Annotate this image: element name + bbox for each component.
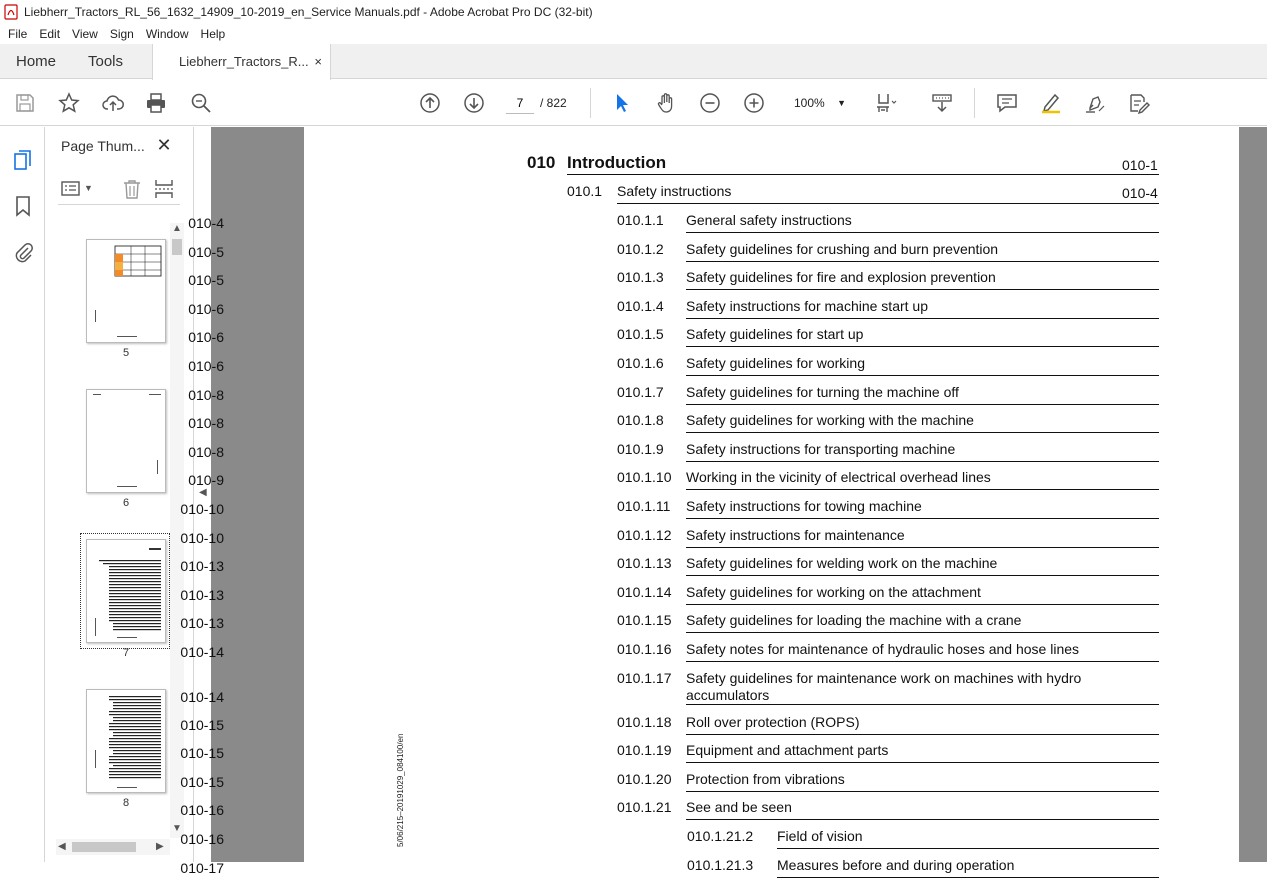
sign-pen-icon[interactable] [1083,91,1107,115]
toc-entry-number: 010.1.6 [617,355,664,371]
thumbnail-label: 5 [122,347,130,359]
toc-entry-title: See and be seen [686,799,792,816]
toc-entry-title: Safety notes for maintenance of hydraulic hoses and hose lines [686,641,1080,657]
toc-entry-number: 010.1.3 [617,269,664,286]
toc-entry-page: 010-15 [180,716,224,733]
tab-tools[interactable]: Tools [88,53,124,70]
toc-entry-title: Safety guidelines for maintenance work on machines with hydro [686,669,1082,686]
toc-rule [686,734,1159,735]
toc-rule [777,877,1159,878]
toc-rule [686,661,1159,662]
hand-tool-icon[interactable] [654,91,678,115]
scroll-left-icon[interactable]: ◀ [58,841,66,852]
toc-rule [686,318,1159,319]
thumbnail-list [46,231,170,831]
scroll-up-icon[interactable]: ▲ [172,223,182,234]
toc-rule [567,174,1159,175]
thumbnail-preview [87,690,167,794]
zoom-value: 100% [794,96,825,110]
toc-entry-page: 010-6 [188,329,224,346]
toc-entry-title: Safety guidelines for crushing and burn prevention [686,240,999,257]
toc-rule [686,791,1159,792]
previous-page-icon[interactable] [418,91,442,115]
toc-entry-number: 010.1.20 [617,770,672,787]
toc-rule [686,547,1159,548]
scroll-mode-icon[interactable] [930,91,954,115]
toc-entry-title: Protection from vibrations [686,770,845,787]
toc-rule [686,461,1159,462]
toc-rule [686,346,1159,347]
toolbar [0,80,1267,126]
toc-entry-title: General safety instructions [686,212,852,228]
toc-entry-page: 010-5 [188,272,224,289]
toc-rule [686,762,1159,763]
thumbnail-options-icon[interactable] [60,177,84,201]
toc-entry-number: 010.1.1 [617,212,664,228]
thumbnail-page-8[interactable] [86,689,166,793]
page-fit-icon[interactable] [874,91,898,115]
toc-chapter-page: 010-1 [1122,157,1158,173]
thumbnail-preview [87,240,167,344]
toc-rule [617,203,1159,204]
toc-entry-title: Safety instructions for towing machine [686,498,922,514]
toc-rule [686,518,1159,519]
toc-entry-title: Safety guidelines for fire and explosion prevention [686,269,996,286]
toc-rule [686,232,1159,233]
toc-entry-page: 010-6 [188,300,224,317]
toc-subentry-title: Measures before and during operation [777,856,1015,873]
panel-title: Page Thum... [61,138,145,154]
toc-rule [686,404,1159,405]
left-navigation-rail [0,127,45,862]
toc-entry-title: Safety guidelines for turning the machine off [686,383,959,400]
pdf-page [180,127,1239,876]
toc-entry-title: Working in the vicinity of electrical overhead lines [686,469,991,486]
page-total: / 822 [540,96,567,110]
menu-bar [0,24,1267,44]
title-bar [0,0,1267,24]
chevron-down-icon: ▼ [84,183,93,193]
toc-subentry-page: 010-16 [180,831,224,847]
toc-entry-page: 010-15 [180,745,224,762]
menu-help[interactable]: Help [200,27,226,41]
thumbnail-page-6[interactable] [86,389,166,493]
toc-entry-title: Safety guidelines for working [686,355,865,371]
menu-window[interactable]: Window [145,27,189,41]
toc-rule [686,375,1159,376]
toc-entry-number: 010.1.15 [617,612,672,629]
attachments-paperclip-icon[interactable] [10,239,36,265]
tab-close-icon[interactable]: × [314,54,322,69]
tab-document-label: Liebherr_Tractors_R... [179,54,309,69]
toc-rule [686,704,1159,705]
toc-entry-number: 010.1.8 [617,412,664,429]
toc-rule [686,261,1159,262]
toc-entry-title: Safety guidelines for working with the machine [686,412,974,429]
toc-rule [686,819,1159,820]
toc-rule [686,432,1159,433]
zoom-in-icon[interactable] [742,91,766,115]
thumbnail-preview [87,540,167,644]
toc-entry-title: Safety guidelines for start up [686,326,864,343]
toc-entry-number: 010.1.12 [617,526,672,543]
toc-entry-number: 010.1.16 [617,641,672,657]
toc-section-title: Safety instructions [617,183,732,199]
toc-entry-page: 010-14 [180,644,224,660]
toc-entry-number: 010.1.10 [617,469,672,486]
toc-entry-page: 010-16 [180,802,224,819]
document-side-label: 5/06/215–20191029_084100/en [396,733,405,847]
thumbnail-preview [87,390,167,494]
toc-rule [686,632,1159,633]
page-thumbnails-icon[interactable] [10,147,36,173]
document-viewer[interactable] [180,127,1267,876]
next-page-icon[interactable] [462,91,486,115]
page-thumbnails-panel [46,127,193,862]
tab-document[interactable] [152,44,331,80]
comment-icon[interactable] [995,91,1019,115]
toc-rule [777,848,1159,849]
toc-entry-number: 010.1.7 [617,383,664,400]
toc-entry-page: 010-13 [180,586,224,603]
tab-home[interactable]: Home [16,53,57,70]
toc-rule [686,489,1159,490]
toc-subentry-title: Field of vision [777,828,863,844]
acrobat-icon [4,5,18,19]
toc-entry-title: Safety guidelines for loading the machine with a crane [686,612,1022,629]
toc-entry-page: 010-15 [180,773,224,790]
bookmark-star-icon[interactable] [57,91,81,115]
toc-entry-number: 010.1.13 [617,555,672,572]
toc-entry-title: Safety instructions for transporting machine [686,440,956,457]
menu-sign[interactable]: Sign [109,27,134,41]
toc-rule [686,575,1159,576]
thumbnail-label: 8 [122,797,130,809]
toc-entry-title: Roll over protection (ROPS) [686,713,860,730]
select-cursor-icon[interactable] [610,91,634,115]
toc-subentry-number: 010.1.21.2 [687,828,754,844]
toc-entry-page: 010-13 [180,615,224,632]
toc-subentry-number: 010.1.21.3 [687,856,754,873]
toolbar-divider [590,88,591,118]
thumbnail-label: 6 [122,497,130,509]
tab-bar [0,44,1267,79]
toc-entry-title: Safety instructions for machine start up [686,297,928,314]
toc-rule [686,604,1159,605]
insert-page-icon[interactable] [152,177,176,201]
scroll-down-icon[interactable]: ▼ [172,823,182,834]
edit-pdf-icon[interactable] [1127,91,1151,115]
toc-entry-number: 010.1.4 [617,297,664,314]
menu-edit[interactable]: Edit [39,27,61,41]
toc-entry-title-continued: accumulators [686,686,770,703]
toc-entry-page: 010-10 [180,501,224,517]
menu-file[interactable]: File [8,27,28,41]
page-number-input[interactable] [506,92,534,114]
toc-entry-page: 010-8 [188,443,224,460]
toc-entry-number: 010.1.17 [617,669,672,686]
toc-entry-page: 010-10 [180,529,224,546]
menu-view[interactable]: View [72,27,98,41]
toc-entry-title: Equipment and attachment parts [686,742,889,759]
window-title: Liebherr_Tractors_RL_56_1632_14909_10-2019_en_Service Manuals.pdf - Adobe Acrobat Pro DC (32-bit) [24,5,593,19]
toc-section-page: 010-4 [1122,185,1158,201]
toc-entry-page: 010-6 [188,358,224,374]
toc-subentry-page: 010-17 [180,859,224,876]
toc-entry-page: 010-5 [188,243,224,260]
highlight-pen-icon[interactable] [1039,91,1063,115]
print-icon[interactable] [144,91,168,115]
scroll-right-icon[interactable]: ▶ [156,841,164,852]
toc-chapter-title: Introduction [567,153,667,172]
toc-entry-title: Safety instructions for maintenance [686,526,905,543]
zoom-search-icon[interactable] [189,91,213,115]
toc-entry-number: 010.1.2 [617,240,664,257]
scrollbar-thumb[interactable] [172,239,182,255]
horizontal-scrollbar[interactable] [56,839,170,855]
thumbnail-label: 7 [122,647,130,659]
toc-section-number: 010.1 [567,183,603,199]
toc-entry-number: 010.1.5 [617,326,664,343]
toolbar-divider [974,88,975,118]
scrollbar-thumb[interactable] [72,842,136,852]
toc-entry-number: 010.1.11 [617,498,671,514]
thumbnail-page-7[interactable] [86,539,166,643]
bookmarks-icon[interactable] [10,193,36,219]
zoom-out-icon[interactable] [698,91,722,115]
zoom-dropdown[interactable] [786,92,850,114]
delete-page-icon[interactable] [120,177,144,201]
toc-entry-number: 010.1.14 [617,583,672,600]
toc-entry-page: 010-9 [188,472,224,489]
toc-entry-number: 010.1.9 [617,440,664,457]
toc-entry-page: 010-8 [188,386,224,403]
thumbnail-tools [58,177,180,205]
toc-rule [686,289,1159,290]
close-icon[interactable]: ✕ [156,135,172,155]
toc-entry-page: 010-4 [188,215,224,231]
toc-entry-page: 010-13 [180,558,224,575]
toc-entry-page: 010-14 [180,688,224,705]
toc-entry-number: 010.1.19 [617,742,672,759]
toc-entry-title: Safety guidelines for working on the attachment [686,583,981,600]
collapse-panel-icon[interactable]: ◀ [199,487,207,498]
toc-entry-number: 010.1.18 [617,713,672,730]
upload-cloud-icon[interactable] [101,91,125,115]
toc-chapter-number: 010 [527,153,556,172]
toc-entry-title: Safety guidelines for welding work on the machine [686,555,998,572]
toc-entry-page: 010-8 [188,415,224,432]
save-icon[interactable] [13,91,37,115]
toc-entry-number: 010.1.21 [617,799,672,816]
chevron-down-icon: ▼ [837,98,846,108]
thumbnail-page-5[interactable] [86,239,166,343]
